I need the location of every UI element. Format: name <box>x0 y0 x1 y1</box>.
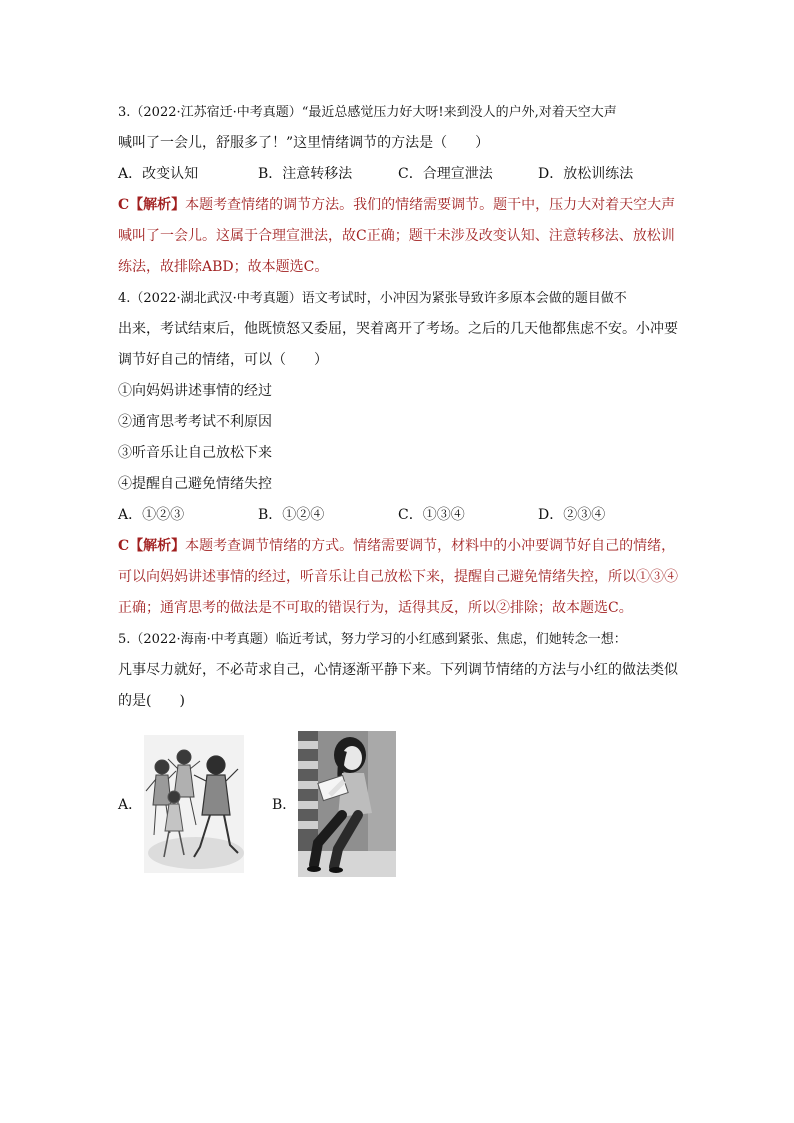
q4-stem-line-3: 调节好自己的情绪，可以（ ） <box>118 352 328 368</box>
girl-reading-image <box>298 731 396 877</box>
q4-option-d: D．②③④ <box>538 507 606 523</box>
q3-answer-line-3: 练法，故排除ABD；故本题选C。 <box>118 259 329 275</box>
q3-answer-tag: C【解析】 <box>118 197 186 213</box>
q4-item-1: ①向妈妈讲述事情的经过 <box>118 383 272 399</box>
dancing-girls-image <box>144 735 244 873</box>
q4-stem-line-1: 4.（2022·湖北武汉·中考真题）语文考试时，小冲因为紧张导致许多原本会做的题目做不 <box>118 291 627 306</box>
q5-picture-options <box>118 731 678 877</box>
q4-answer-line-3: 正确；通宵思考的做法是不可取的错误行为，适得其反，所以②排除；故本题选C。 <box>118 600 633 616</box>
q3-option-b: B．注意转移法 <box>258 166 353 182</box>
q3-option-c: C．合理宣泄法 <box>398 166 493 182</box>
q4-option-c: C．①③④ <box>398 507 465 523</box>
q4-answer-line-2: 可以向妈妈讲述事情的经过，听音乐让自己放松下来，提醒自己避免情绪失控，所以①③④ <box>118 569 678 585</box>
q4-item-2: ②通宵思考考试不利原因 <box>118 414 272 430</box>
q4-options <box>118 500 678 531</box>
q4-answer-tag: C【解析】 <box>118 538 186 554</box>
q3-option-a: A．改变认知 <box>118 166 199 182</box>
q5-option-b-label: B． <box>272 797 297 813</box>
q3-options <box>118 159 678 190</box>
q4-answer-text-1: 本题考查调节情绪的方式。情绪需要调节，材料中的小冲要调节好自己的情绪， <box>185 538 676 554</box>
q3-answer-text-1: 本题考查情绪的调节方法。我们的情绪需要调节。题干中，压力大对着天空大声 <box>185 197 676 213</box>
q4-answer-line-1 <box>118 531 678 562</box>
q4-item-3: ③听音乐让自己放松下来 <box>118 445 272 461</box>
q3-stem-line-2: 喊叫了一会儿，舒服多了！”这里情绪调节的方法是（ ） <box>118 135 490 151</box>
q3-answer-line-1 <box>118 190 678 221</box>
question-content <box>118 97 678 877</box>
q4-item-4: ④提醒自己避免情绪失控 <box>118 476 272 492</box>
q4-stem-line-2: 出来，考试结束后，他既愤怒又委屈，哭着离开了考场。之后的几天他都焦虑不安。小冲要 <box>118 321 678 337</box>
q4-option-b: B．①②④ <box>258 507 325 523</box>
q4-option-a: A．①②③ <box>118 507 185 523</box>
q3-option-d: D．放松训练法 <box>538 166 634 182</box>
q5-stem-line-1: 5.（2022·海南·中考真题）临近考试，努力学习的小红感到紧张、焦虑，们她转念一想： <box>118 632 627 647</box>
q3-answer-line-2: 喊叫了一会儿。这属于合理宣泄法，故C正确；题干未涉及改变认知、注意转移法、放松训 <box>118 228 675 244</box>
q3-stem-line-1: 3.（2022·江苏宿迁·中考真题）“最近总感觉压力好大呀!来到没人的户外,对着天空大声 <box>118 105 617 120</box>
q5-stem-line-3: 的是( ) <box>118 693 185 709</box>
q5-stem-line-2: 凡事尽力就好，不必苛求自己，心情逐渐平静下来。下列调节情绪的方法与小红的做法类似 <box>118 662 678 678</box>
q5-option-a-label: A． <box>118 797 143 813</box>
